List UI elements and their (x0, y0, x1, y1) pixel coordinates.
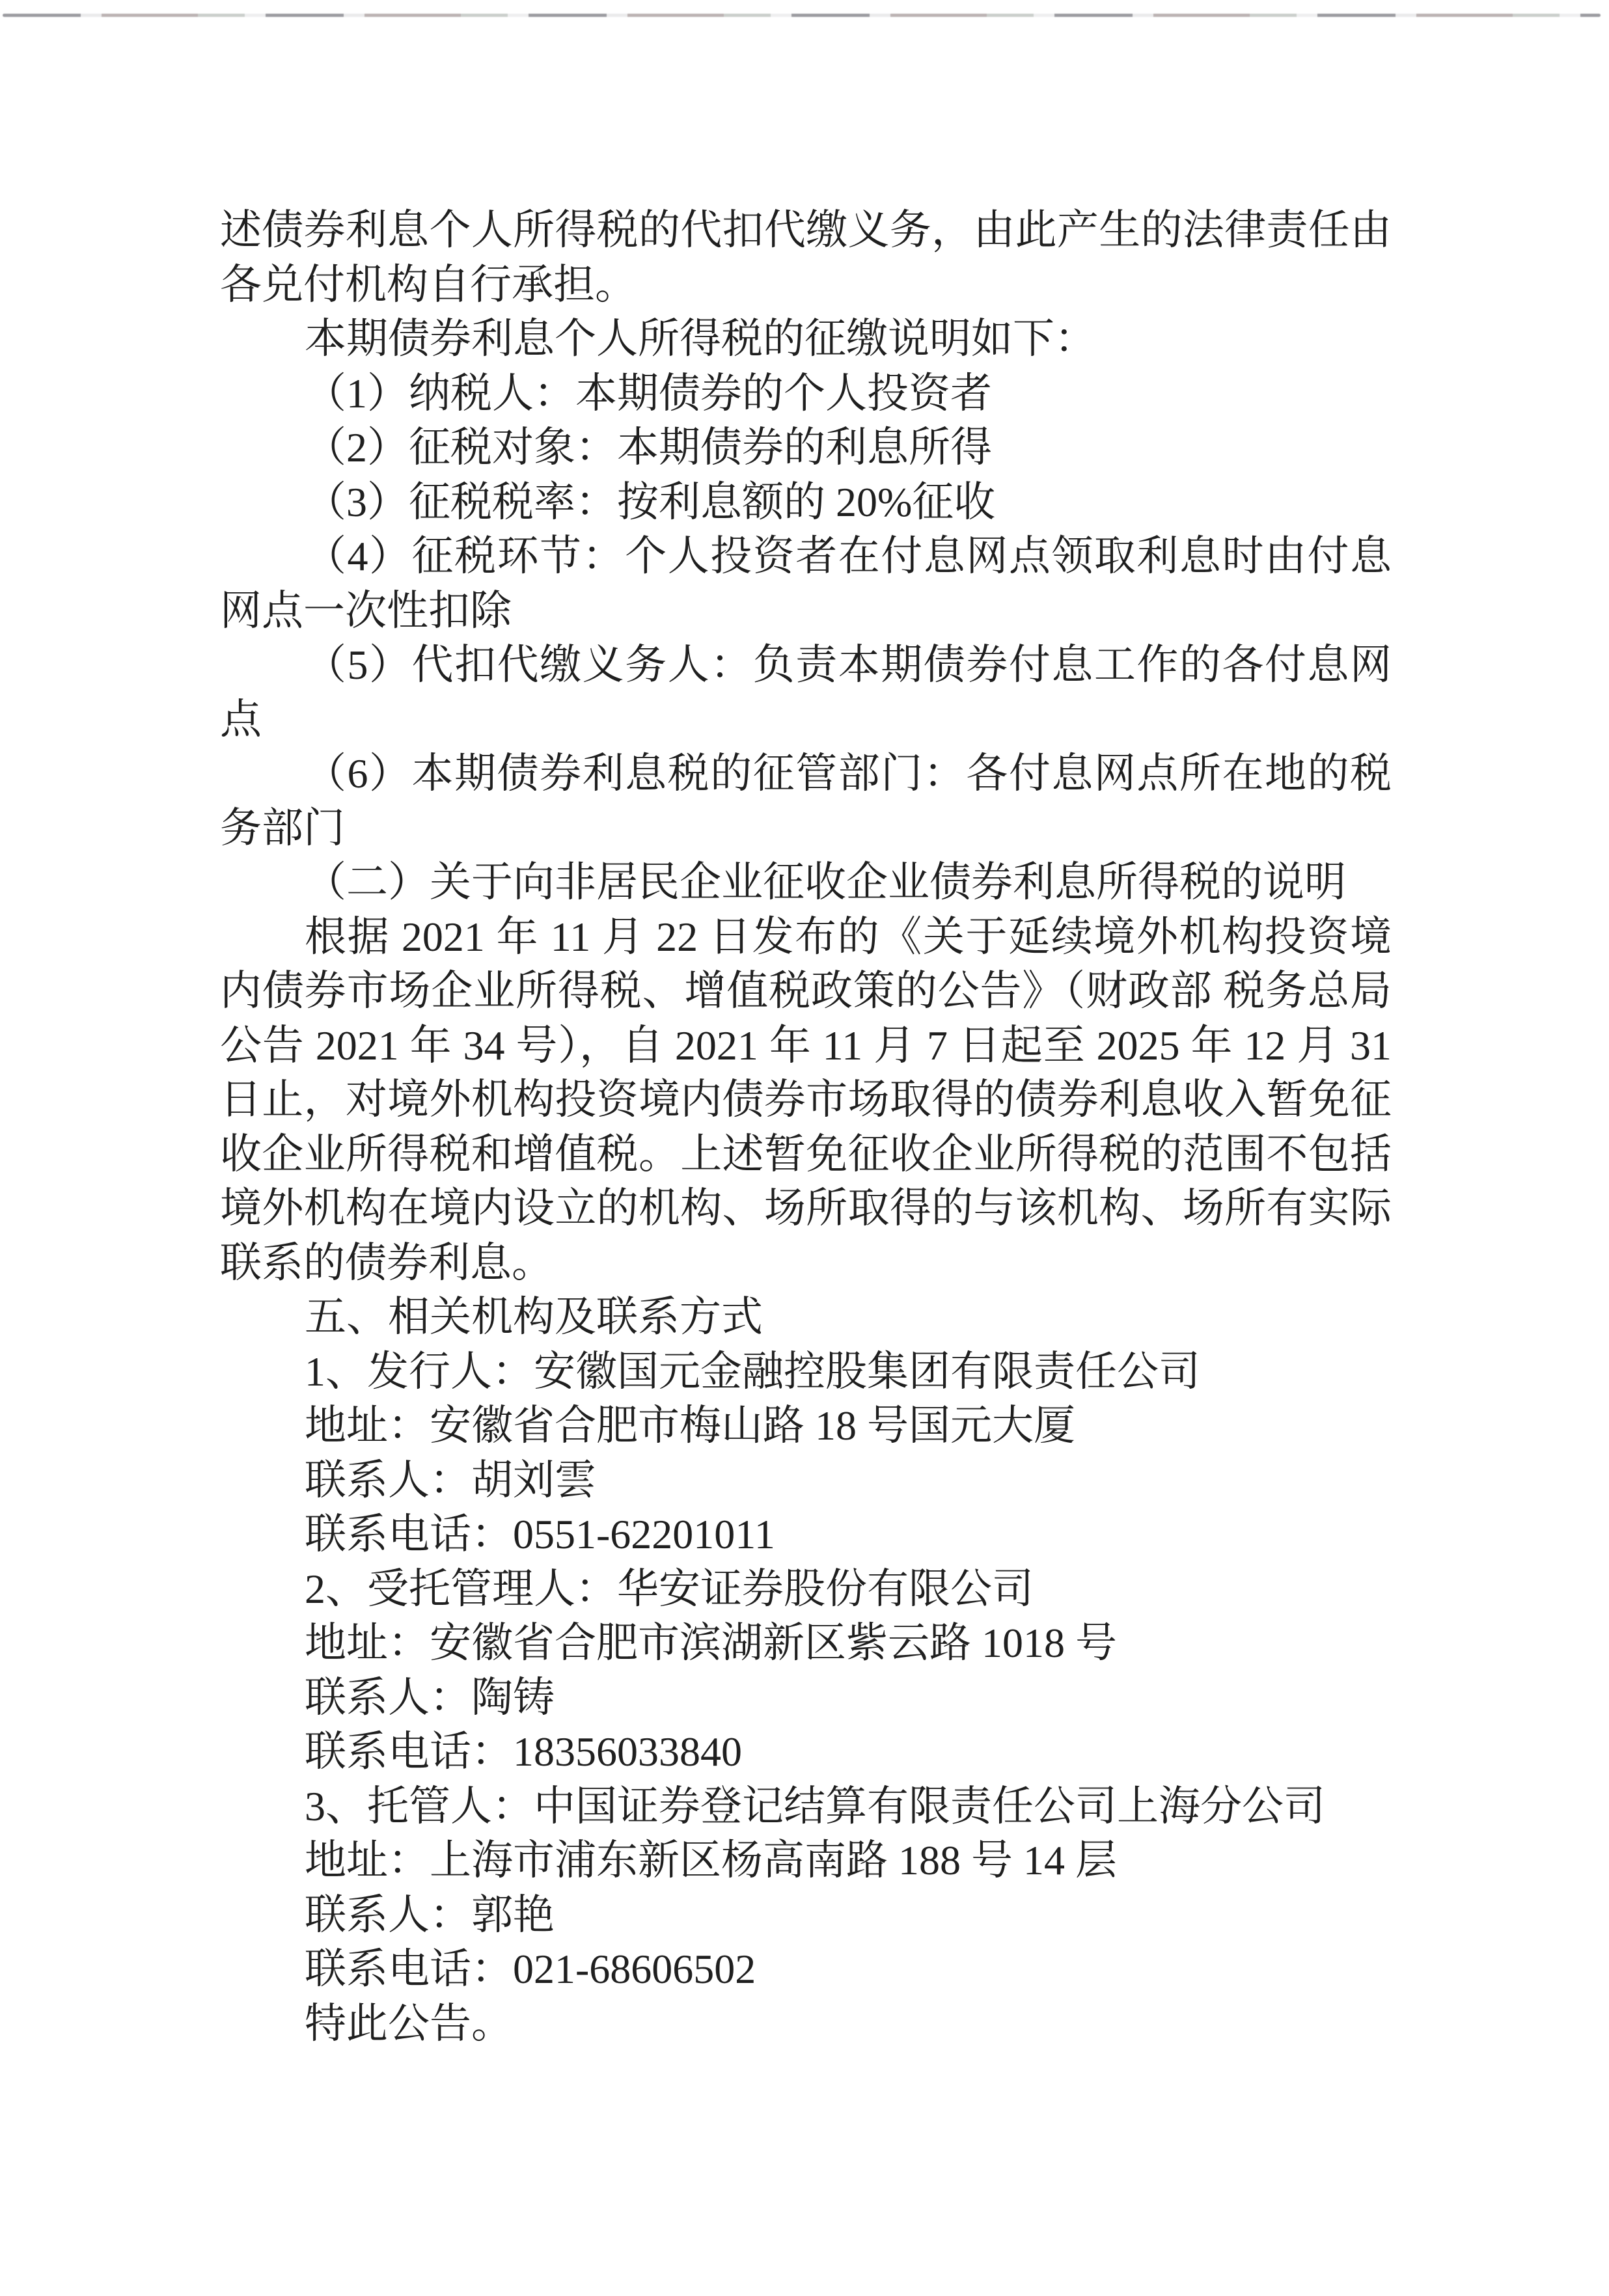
document-text-block (220, 203, 1392, 2051)
doc-line: 务部门 (220, 804, 345, 851)
doc-line: 联系电话：0551-62201011 (305, 1511, 775, 1557)
doc-line: 点 (220, 696, 262, 743)
doc-line: 特此公告。 (305, 2000, 513, 2047)
doc-line: 2、受托管理人：华安证券股份有限公司 (305, 1565, 1034, 1612)
doc-line: （二）关于向非居民企业征收企业债券利息所得税的说明 (305, 859, 1346, 905)
doc-line: 地址：安徽省合肥市梅山路 18 号国元大厦 (305, 1402, 1075, 1449)
doc-line: 内债券市场企业所得税、增值税政策的公告》（财政部 税务总局 (220, 968, 1392, 1014)
doc-line: 1、发行人：安徽国元金融控股集团有限责任公司 (305, 1348, 1200, 1395)
doc-line: 五、相关机构及联系方式 (305, 1294, 763, 1340)
doc-line: 述债券利息个人所得税的代扣代缴义务，由此产生的法律责任由 (220, 207, 1392, 253)
scan-artifact-line (3, 14, 1601, 17)
doc-line: 地址：上海市浦东新区杨高南路 188 号 14 层 (305, 1837, 1117, 1883)
doc-line: 网点一次性扣除 (220, 587, 512, 634)
doc-line: 本期债券利息个人所得税的征缴说明如下： (305, 316, 1096, 362)
doc-line: （3）征税税率：按利息额的 20%征收 (305, 478, 996, 525)
doc-line: 3、托管人：中国证券登记结算有限责任公司上海分公司 (305, 1783, 1325, 1829)
doc-line: 公告 2021 年 34 号），自 2021 年 11 月 7 日起至 2025 年 12 月 31 (220, 1022, 1392, 1069)
doc-line: （4）征税环节：个人投资者在付息网点领取利息时由付息 (305, 533, 1392, 579)
doc-line: 根据 2021 年 11 月 22 日发布的《关于延续境外机构投资境 (305, 913, 1392, 960)
doc-line: 各兑付机构自行承担。 (220, 261, 637, 308)
doc-line: 境外机构在境内设立的机构、场所取得的与该机构、场所有实际 (220, 1185, 1392, 1231)
doc-line: 联系人：陶铸 (305, 1674, 555, 1721)
doc-line: 收企业所得税和增值税。上述暂免征收企业所得税的范围不包括 (220, 1130, 1392, 1177)
doc-line: （2）征税对象：本期债券的利息所得 (305, 424, 992, 471)
doc-line: 联系电话：18356033840 (305, 1729, 742, 1775)
doc-line: 日止，对境外机构投资境内债券市场取得的债券利息收入暂免征 (220, 1076, 1392, 1123)
doc-line: 联系电话：021-68606502 (305, 1946, 756, 1992)
doc-line: 联系人：郭艳 (305, 1891, 555, 1938)
doc-line: 联系的债券利息。 (220, 1239, 553, 1286)
doc-line: （5）代扣代缴义务人：负责本期债券付息工作的各付息网 (305, 642, 1392, 688)
doc-line: （1）纳税人：本期债券的个人投资者 (305, 370, 992, 417)
doc-line: 联系人：胡刘雲 (305, 1456, 596, 1503)
doc-line: 地址：安徽省合肥市滨湖新区紫云路 1018 号 (305, 1620, 1117, 1666)
doc-line: （6）本期债券利息税的征管部门：各付息网点所在地的税 (305, 750, 1392, 797)
